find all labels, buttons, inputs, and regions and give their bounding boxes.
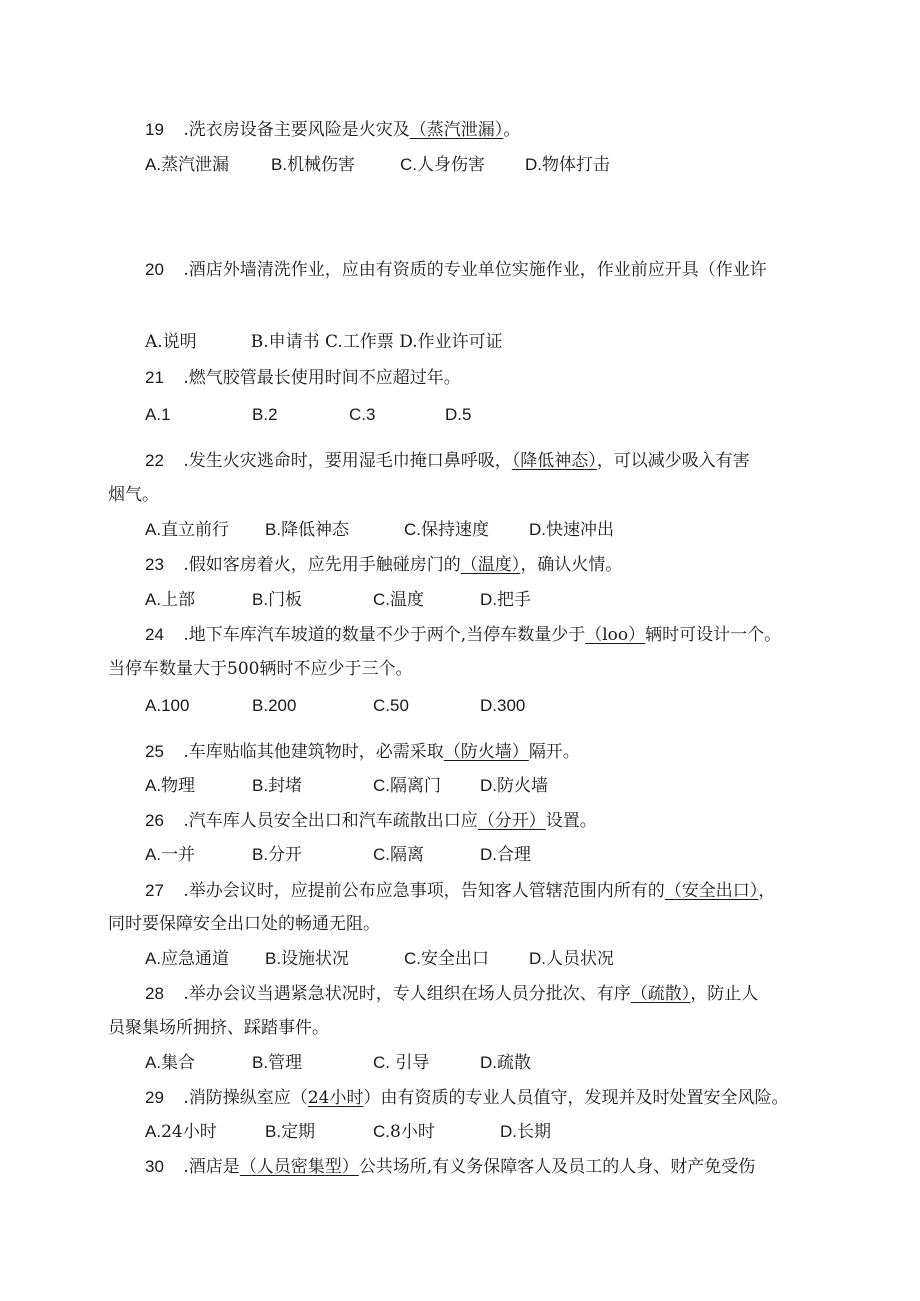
question-22 <box>145 450 750 472</box>
question-20 <box>145 259 767 281</box>
question-25 <box>145 741 580 763</box>
question-number: 30 <box>145 1157 164 1176</box>
option-d: D.人员状况 <box>529 949 614 969</box>
option-a: A.应急通道 <box>145 949 230 969</box>
question-27-continuation: 同时要保障安全出口处的畅通无阻。 <box>108 914 380 934</box>
question-text: .汽车库人员安全出口和汽车疏散出口应 <box>178 811 478 831</box>
option-d: D.合理 <box>480 845 531 865</box>
question-number: 29 <box>145 1088 164 1107</box>
question-text: .消防操纵室应（ <box>178 1088 308 1108</box>
options-23 <box>145 589 845 611</box>
option-c: C.50 <box>373 696 409 715</box>
option-b: B.门板 <box>252 590 303 610</box>
question-text: .假如客房着火，应先用手触碰房门的 <box>178 555 461 575</box>
option-b: B.封堵 <box>252 776 303 796</box>
question-text: .举办会议时，应提前公布应急事项，告知客人管辖范围内所有的 <box>178 881 665 901</box>
answer-blank: （安全出口） <box>664 881 759 901</box>
option-c: C.安全出口 <box>404 949 489 969</box>
question-text: .车库贴临其他建筑物时，必需采取 <box>178 742 444 762</box>
option-d: D.300 <box>480 696 526 715</box>
option-a: A.集合 <box>145 1053 196 1073</box>
option-c: C.8小时 <box>373 1122 435 1142</box>
question-19 <box>145 119 520 141</box>
options-22 <box>145 519 845 541</box>
question-text-tail: ）由有资质的专业人员值守，发现并及时处置安全风险。 <box>363 1088 789 1108</box>
answer-blank: （降低神态） <box>511 451 597 471</box>
answer-blank: （蒸汽泄漏） <box>409 120 504 140</box>
question-26 <box>145 810 597 832</box>
question-text: .发生火灾逃命时，要用湿毛巾掩口鼻呼吸， <box>178 451 512 471</box>
answer-blank: 24小时 <box>307 1088 364 1108</box>
question-24 <box>145 624 781 646</box>
option-c: C.保持速度 <box>404 520 489 540</box>
question-23 <box>145 554 622 576</box>
option-a: A.蒸汽泄漏 <box>145 155 230 175</box>
option-b: B.设施状况 <box>265 949 350 969</box>
options-28 <box>145 1052 845 1074</box>
options-27 <box>145 948 845 970</box>
question-number: 22 <box>145 451 164 470</box>
question-30 <box>145 1156 755 1178</box>
question-text-tail: ，可以减少吸入有害 <box>596 451 750 471</box>
question-number: 21 <box>145 368 164 387</box>
option-b: B.分开 <box>252 845 303 865</box>
question-text: .洗衣房设备主要风险是火灾及 <box>178 120 410 140</box>
options-25 <box>145 775 845 797</box>
answer-blank: （防火墙） <box>443 742 529 762</box>
option-b: B.200 <box>252 696 297 715</box>
question-21 <box>145 367 461 389</box>
options-20 <box>145 331 503 353</box>
options-21 <box>145 404 845 426</box>
option-c: C. 引导 <box>373 1053 430 1073</box>
question-number: 26 <box>145 811 164 830</box>
option-c: C.隔离 <box>373 845 424 865</box>
question-number: 25 <box>145 742 164 761</box>
question-number: 24 <box>145 625 164 644</box>
option-d: D.把手 <box>480 590 531 610</box>
option-d: D.5 <box>445 405 472 424</box>
question-number: 19 <box>145 120 164 139</box>
question-24-continuation: 当停车数量大于500辆时不应少于三个。 <box>108 659 413 679</box>
option-b: B.管理 <box>252 1053 303 1073</box>
question-text-tail: 设置。 <box>545 811 597 831</box>
answer-blank: （loo） <box>585 625 646 645</box>
option-b: B.降低神态 <box>265 520 350 540</box>
options-19 <box>145 154 845 176</box>
option-a: A.100 <box>145 696 190 715</box>
answer-blank: （分开） <box>477 811 546 831</box>
question-number: 28 <box>145 984 164 1003</box>
question-22-continuation: 烟气。 <box>108 485 159 505</box>
question-text-tail: ，确认火情。 <box>520 555 623 575</box>
question-text-tail: ， <box>758 881 776 901</box>
question-text-tail: 辆时可设计一个。 <box>645 625 782 645</box>
question-27 <box>145 880 775 902</box>
option-d: D.物体打击 <box>525 155 610 175</box>
answer-blank: （疏散） <box>630 984 691 1004</box>
question-text-tail: 隔开。 <box>528 742 580 762</box>
option-a: A.一并 <box>145 845 196 865</box>
option-a: A.上部 <box>145 590 196 610</box>
option-c: C.3 <box>349 405 376 424</box>
question-29 <box>145 1087 788 1109</box>
question-text: .酒店外墙清洗作业，应由有资质的专业单位实施作业，作业前应开具（作业许 <box>178 260 767 280</box>
options-24 <box>145 695 845 717</box>
answer-blank: （人员密集型） <box>239 1157 359 1177</box>
answer-blank: （温度） <box>460 555 521 575</box>
option-b: B.机械伤害 <box>271 155 356 175</box>
option-a: A.物理 <box>145 776 196 796</box>
question-28 <box>145 983 758 1005</box>
option-b: B.2 <box>252 405 278 424</box>
question-text: .举办会议当遇紧急状况时，专人组织在场人员分批次、有序 <box>178 984 631 1004</box>
question-text-tail: ，防止人 <box>690 984 759 1004</box>
question-28-continuation: 员聚集场所拥挤、踩踏事件。 <box>108 1018 329 1038</box>
options-26 <box>145 844 845 866</box>
question-text-tail: 公共场所,有义务保障客人及员工的人身、财产免受伤 <box>358 1157 756 1177</box>
question-text: .地下车库汽车坡道的数量不少于两个,当停车数量少于 <box>178 625 586 645</box>
option-c: C.温度 <box>373 590 424 610</box>
options-line: A.说明 B.申请书 C.工作票 D.作业许可证 <box>145 332 503 352</box>
option-b: B.定期 <box>265 1122 316 1142</box>
option-a: A.1 <box>145 405 171 424</box>
option-d: D.快速冲出 <box>529 520 614 540</box>
option-c: C.隔离门 <box>373 776 441 796</box>
option-d: D.疏散 <box>480 1053 531 1073</box>
question-number: 23 <box>145 555 164 574</box>
option-c: C.人身伤害 <box>400 155 485 175</box>
option-a: A.直立前行 <box>145 520 230 540</box>
option-d: D.长期 <box>500 1122 551 1142</box>
question-number: 20 <box>145 260 164 279</box>
options-29 <box>145 1121 845 1143</box>
question-text-tail: 。 <box>503 120 521 140</box>
question-text: .燃气胶管最长使用时间不应超过年。 <box>178 368 461 388</box>
question-number: 27 <box>145 881 164 900</box>
option-d: D.防火墙 <box>480 776 548 796</box>
option-a: A.24小时 <box>145 1122 217 1142</box>
question-text: .酒店是 <box>178 1157 240 1177</box>
